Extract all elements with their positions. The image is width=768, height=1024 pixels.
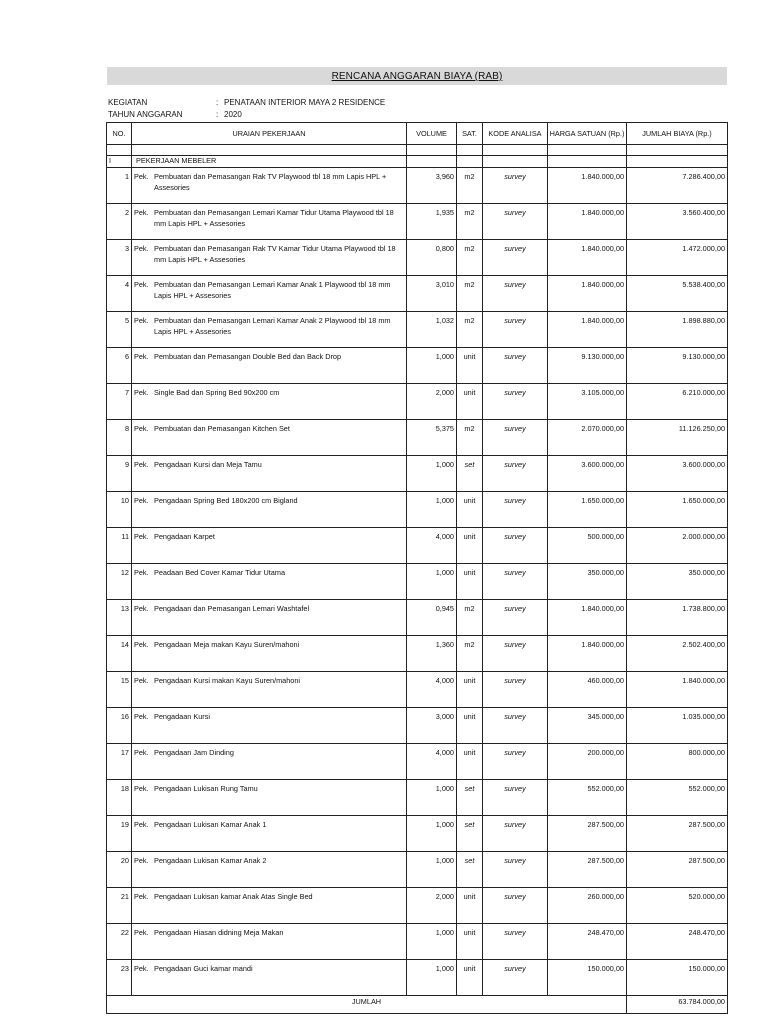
- row-harga-satuan: 3.600.000,00: [548, 456, 627, 492]
- header-harga-satuan: HARGA SATUAN (Rp.): [548, 123, 627, 145]
- section-number: I: [107, 156, 132, 168]
- row-jumlah-biaya: 1.650.000,00: [627, 492, 728, 528]
- row-satuan: m2: [457, 636, 483, 672]
- row-number: 5: [107, 312, 132, 348]
- table-row: [107, 924, 728, 960]
- row-kode-analisa: survey: [483, 960, 548, 996]
- row-description: Pembuatan dan Pemasangan Kitchen Set: [154, 424, 290, 433]
- row-number: 8: [107, 420, 132, 456]
- row-kode-analisa: survey: [483, 456, 548, 492]
- row-volume: 3,960: [407, 168, 457, 204]
- row-number: 18: [107, 780, 132, 816]
- row-kode-analisa: survey: [483, 528, 548, 564]
- row-kode-analisa: survey: [483, 672, 548, 708]
- row-harga-satuan: 1.840.000,00: [548, 204, 627, 240]
- row-harga-satuan: 200.000,00: [548, 744, 627, 780]
- total-value: 63.784.000,00: [627, 996, 728, 1014]
- row-kode-analisa: survey: [483, 240, 548, 276]
- row-satuan: unit: [457, 672, 483, 708]
- row-harga-satuan: 1.840.000,00: [548, 600, 627, 636]
- row-kode-analisa: survey: [483, 168, 548, 204]
- table-body: [107, 145, 728, 996]
- row-pek-label: Pek.: [134, 316, 149, 325]
- row-pek-label: Pek.: [134, 388, 149, 397]
- row-jumlah-biaya: 3.600.000,00: [627, 456, 728, 492]
- meta-colon: :: [216, 98, 219, 107]
- meta-key: TAHUN ANGGARAN: [108, 110, 183, 119]
- section-row: [107, 156, 728, 168]
- row-harga-satuan: 2.070.000,00: [548, 420, 627, 456]
- row-description-cell: [132, 600, 407, 636]
- row-harga-satuan: 1.840.000,00: [548, 636, 627, 672]
- table-row: [107, 204, 728, 240]
- row-harga-satuan: 1.650.000,00: [548, 492, 627, 528]
- table-row: [107, 168, 728, 204]
- row-jumlah-biaya: 9.130.000,00: [627, 348, 728, 384]
- row-harga-satuan: 552.000,00: [548, 780, 627, 816]
- meta-colon: :: [216, 110, 219, 119]
- row-kode-analisa: survey: [483, 276, 548, 312]
- header-no: NO.: [107, 123, 132, 145]
- row-jumlah-biaya: 150.000,00: [627, 960, 728, 996]
- row-description-cell: [132, 888, 407, 924]
- row-harga-satuan: 1.840.000,00: [548, 276, 627, 312]
- row-satuan: set: [457, 456, 483, 492]
- row-jumlah-biaya: 5.538.400,00: [627, 276, 728, 312]
- table-row: [107, 600, 728, 636]
- table-row: [107, 636, 728, 672]
- row-description: Pengadaan Kursi: [154, 712, 210, 721]
- row-satuan: m2: [457, 276, 483, 312]
- row-description-cell: [132, 564, 407, 600]
- row-jumlah-biaya: 1.898.880,00: [627, 312, 728, 348]
- row-description-cell: [132, 924, 407, 960]
- row-kode-analisa: survey: [483, 816, 548, 852]
- row-jumlah-biaya: 520.000,00: [627, 888, 728, 924]
- row-description: Pembuatan dan Pemasangan Double Bed dan Back Drop: [154, 352, 342, 361]
- row-jumlah-biaya: 1.472.000,00: [627, 240, 728, 276]
- table-row: [107, 384, 728, 420]
- row-description: Pengadaan Kursi makan Kayu Suren/mahoni: [154, 676, 301, 685]
- row-description: Single Bad dan Spring Bed 90x200 cm: [154, 388, 280, 397]
- row-volume: 1,935: [407, 204, 457, 240]
- row-description: Pengadaan Kursi dan Meja Tamu: [154, 460, 262, 469]
- row-volume: 4,000: [407, 528, 457, 564]
- row-pek-label: Pek.: [134, 604, 149, 613]
- row-number: 1: [107, 168, 132, 204]
- row-description-cell: [132, 672, 407, 708]
- section-label: PEKERJAAN MEBELER: [132, 156, 407, 168]
- total-row: [107, 996, 728, 1014]
- row-volume: 1,032: [407, 312, 457, 348]
- row-description: Pengadaan Karpet: [154, 532, 215, 541]
- row-description-cell: [132, 492, 407, 528]
- row-jumlah-biaya: 248.470,00: [627, 924, 728, 960]
- header-sat: SAT.: [457, 123, 483, 145]
- row-volume: 1,000: [407, 924, 457, 960]
- row-satuan: m2: [457, 240, 483, 276]
- row-harga-satuan: 9.130.000,00: [548, 348, 627, 384]
- table-row: [107, 564, 728, 600]
- row-description: Pembuatan dan Pemasangan Lemari Kamar Tidur Utama Playwood tbl 18 mm Lapis HPL + Assesories: [154, 208, 394, 228]
- header-row: [107, 123, 728, 145]
- row-kode-analisa: survey: [483, 636, 548, 672]
- row-description-cell: [132, 312, 407, 348]
- row-number: 23: [107, 960, 132, 996]
- row-volume: 1,000: [407, 456, 457, 492]
- title-bar: [107, 67, 727, 85]
- row-jumlah-biaya: 552.000,00: [627, 780, 728, 816]
- row-number: 11: [107, 528, 132, 564]
- row-description-cell: [132, 348, 407, 384]
- meta-kegiatan: [108, 98, 408, 108]
- row-pek-label: Pek.: [134, 568, 149, 577]
- document-title: RENCANA ANGGARAN BIAYA (RAB): [331, 71, 503, 82]
- row-description: Pengadaan Hiasan didning Meja Makan: [154, 928, 284, 937]
- meta-tahun-anggaran: [108, 110, 408, 120]
- row-volume: 4,000: [407, 744, 457, 780]
- row-pek-label: Pek.: [134, 460, 149, 469]
- row-number: 17: [107, 744, 132, 780]
- table-row: [107, 780, 728, 816]
- row-satuan: set: [457, 816, 483, 852]
- row-harga-satuan: 500.000,00: [548, 528, 627, 564]
- table-row: [107, 348, 728, 384]
- row-description: Pengadaan Spring Bed 180x200 cm Bigland: [154, 496, 298, 505]
- row-description-cell: [132, 420, 407, 456]
- row-pek-label: Pek.: [134, 208, 149, 217]
- row-volume: 5,375: [407, 420, 457, 456]
- row-number: 2: [107, 204, 132, 240]
- row-harga-satuan: 1.840.000,00: [548, 312, 627, 348]
- row-kode-analisa: survey: [483, 744, 548, 780]
- row-description: Pengadaan dan Pemasangan Lemari Washtafel: [154, 604, 310, 613]
- row-kode-analisa: survey: [483, 384, 548, 420]
- row-pek-label: Pek.: [134, 784, 149, 793]
- row-harga-satuan: 460.000,00: [548, 672, 627, 708]
- row-number: 7: [107, 384, 132, 420]
- row-number: 16: [107, 708, 132, 744]
- row-description: Pengadaan Guci kamar mandi: [154, 964, 253, 973]
- row-pek-label: Pek.: [134, 424, 149, 433]
- row-description: Pembuatan dan Pemasangan Lemari Kamar Anak 1 Playwood tbl 18 mm Lapis HPL + Assesories: [154, 280, 391, 300]
- row-number: 3: [107, 240, 132, 276]
- row-number: 15: [107, 672, 132, 708]
- row-harga-satuan: 260.000,00: [548, 888, 627, 924]
- row-kode-analisa: survey: [483, 312, 548, 348]
- row-satuan: unit: [457, 348, 483, 384]
- row-volume: 1,000: [407, 816, 457, 852]
- row-number: 10: [107, 492, 132, 528]
- row-pek-label: Pek.: [134, 892, 149, 901]
- row-number: 14: [107, 636, 132, 672]
- row-satuan: set: [457, 780, 483, 816]
- row-kode-analisa: survey: [483, 852, 548, 888]
- row-jumlah-biaya: 2.502.400,00: [627, 636, 728, 672]
- row-jumlah-biaya: 3.560.400,00: [627, 204, 728, 240]
- row-jumlah-biaya: 7.286.400,00: [627, 168, 728, 204]
- row-jumlah-biaya: 6.210.000,00: [627, 384, 728, 420]
- header-uraian: URAIAN PEKERJAAN: [132, 123, 407, 145]
- row-description: Pengadaan Jam Dinding: [154, 748, 234, 757]
- row-description-cell: [132, 384, 407, 420]
- row-harga-satuan: 3.105.000,00: [548, 384, 627, 420]
- table-row: [107, 492, 728, 528]
- row-volume: 1,000: [407, 780, 457, 816]
- row-description-cell: [132, 168, 407, 204]
- row-volume: 3,010: [407, 276, 457, 312]
- row-jumlah-biaya: 350.000,00: [627, 564, 728, 600]
- row-volume: 1,000: [407, 564, 457, 600]
- row-kode-analisa: survey: [483, 888, 548, 924]
- row-description: Pembuatan dan Pemasangan Rak TV Kamar Tidur Utama Playwood tbl 18 mm Lapis HPL + Assesories: [154, 244, 396, 264]
- row-jumlah-biaya: 2.000.000,00: [627, 528, 728, 564]
- row-jumlah-biaya: 287.500,00: [627, 816, 728, 852]
- row-volume: 4,000: [407, 672, 457, 708]
- row-satuan: unit: [457, 564, 483, 600]
- meta-key: KEGIATAN: [108, 98, 148, 107]
- row-volume: 1,000: [407, 348, 457, 384]
- row-jumlah-biaya: 287.500,00: [627, 852, 728, 888]
- row-description-cell: [132, 204, 407, 240]
- row-harga-satuan: 287.500,00: [548, 852, 627, 888]
- header-kode-analisa: KODE ANALISA: [483, 123, 548, 145]
- row-satuan: unit: [457, 492, 483, 528]
- row-volume: 0,800: [407, 240, 457, 276]
- meta-value: 2020: [224, 110, 242, 119]
- table-row: [107, 672, 728, 708]
- row-pek-label: Pek.: [134, 532, 149, 541]
- table-row: [107, 888, 728, 924]
- row-satuan: m2: [457, 600, 483, 636]
- row-pek-label: Pek.: [134, 712, 149, 721]
- row-description: Pengadaan Meja makan Kayu Suren/mahoni: [154, 640, 300, 649]
- row-description-cell: [132, 816, 407, 852]
- row-satuan: unit: [457, 708, 483, 744]
- row-kode-analisa: survey: [483, 780, 548, 816]
- row-satuan: set: [457, 852, 483, 888]
- row-description-cell: [132, 528, 407, 564]
- row-satuan: m2: [457, 420, 483, 456]
- row-kode-analisa: survey: [483, 924, 548, 960]
- row-description: Peadaan Bed Cover Kamar Tidur Utama: [154, 568, 286, 577]
- row-volume: 1,000: [407, 960, 457, 996]
- row-pek-label: Pek.: [134, 496, 149, 505]
- row-jumlah-biaya: 1.738.800,00: [627, 600, 728, 636]
- row-volume: 3,000: [407, 708, 457, 744]
- row-harga-satuan: 1.840.000,00: [548, 168, 627, 204]
- row-satuan: unit: [457, 384, 483, 420]
- row-number: 9: [107, 456, 132, 492]
- header-jumlah-biaya: JUMLAH BIAYA (Rp.): [627, 123, 728, 145]
- row-volume: 1,000: [407, 492, 457, 528]
- row-description-cell: [132, 780, 407, 816]
- row-number: 19: [107, 816, 132, 852]
- row-description-cell: [132, 636, 407, 672]
- table-row: [107, 852, 728, 888]
- row-harga-satuan: 150.000,00: [548, 960, 627, 996]
- row-kode-analisa: survey: [483, 204, 548, 240]
- row-kode-analisa: survey: [483, 420, 548, 456]
- row-pek-label: Pek.: [134, 172, 149, 181]
- row-pek-label: Pek.: [134, 676, 149, 685]
- row-description-cell: [132, 708, 407, 744]
- row-pek-label: Pek.: [134, 280, 149, 289]
- row-harga-satuan: 350.000,00: [548, 564, 627, 600]
- row-number: 21: [107, 888, 132, 924]
- row-pek-label: Pek.: [134, 748, 149, 757]
- table-row: [107, 528, 728, 564]
- row-description: Pengadaan Lukisan kamar Anak Atas Single Bed: [154, 892, 313, 901]
- meta-value: PENATAAN INTERIOR MAYA 2 RESIDENCE: [224, 98, 386, 107]
- row-satuan: unit: [457, 528, 483, 564]
- row-volume: 0,945: [407, 600, 457, 636]
- row-description-cell: [132, 852, 407, 888]
- row-pek-label: Pek.: [134, 964, 149, 973]
- row-pek-label: Pek.: [134, 856, 149, 865]
- row-pek-label: Pek.: [134, 640, 149, 649]
- row-description-cell: [132, 960, 407, 996]
- row-jumlah-biaya: 1.035.000,00: [627, 708, 728, 744]
- row-kode-analisa: survey: [483, 564, 548, 600]
- row-volume: 1,360: [407, 636, 457, 672]
- row-description-cell: [132, 276, 407, 312]
- row-number: 13: [107, 600, 132, 636]
- row-satuan: unit: [457, 744, 483, 780]
- table-row: [107, 456, 728, 492]
- row-description-cell: [132, 456, 407, 492]
- table-row: [107, 240, 728, 276]
- header-volume: VOLUME: [407, 123, 457, 145]
- row-satuan: m2: [457, 168, 483, 204]
- row-description: Pengadaan Lukisan Kamar Anak 1: [154, 820, 267, 829]
- row-jumlah-biaya: 1.840.000,00: [627, 672, 728, 708]
- row-description: Pembuatan dan Pemasangan Lemari Kamar Anak 2 Playwood tbl 18 mm Lapis HPL + Assesories: [154, 316, 391, 336]
- table-row: [107, 708, 728, 744]
- row-pek-label: Pek.: [134, 820, 149, 829]
- row-satuan: unit: [457, 888, 483, 924]
- row-description-cell: [132, 744, 407, 780]
- table-row: [107, 744, 728, 780]
- row-satuan: m2: [457, 312, 483, 348]
- row-number: 12: [107, 564, 132, 600]
- row-description: Pengadaan Lukisan Kamar Anak 2: [154, 856, 267, 865]
- table-row: [107, 312, 728, 348]
- row-volume: 2,000: [407, 384, 457, 420]
- row-kode-analisa: survey: [483, 492, 548, 528]
- row-jumlah-biaya: 11.126.250,00: [627, 420, 728, 456]
- row-number: 4: [107, 276, 132, 312]
- row-kode-analisa: survey: [483, 348, 548, 384]
- row-number: 22: [107, 924, 132, 960]
- table-row: [107, 816, 728, 852]
- row-number: 6: [107, 348, 132, 384]
- row-satuan: unit: [457, 924, 483, 960]
- row-pek-label: Pek.: [134, 352, 149, 361]
- total-label: JUMLAH: [107, 996, 627, 1014]
- row-jumlah-biaya: 800.000,00: [627, 744, 728, 780]
- row-description-cell: [132, 240, 407, 276]
- row-harga-satuan: 248.470,00: [548, 924, 627, 960]
- row-kode-analisa: survey: [483, 708, 548, 744]
- row-satuan: m2: [457, 204, 483, 240]
- row-pek-label: Pek.: [134, 244, 149, 253]
- spacer-row: [107, 145, 728, 156]
- table-row: [107, 420, 728, 456]
- row-harga-satuan: 1.840.000,00: [548, 240, 627, 276]
- row-satuan: unit: [457, 960, 483, 996]
- table-row: [107, 960, 728, 996]
- row-pek-label: Pek.: [134, 928, 149, 937]
- row-kode-analisa: survey: [483, 600, 548, 636]
- row-number: 20: [107, 852, 132, 888]
- rab-table: [106, 122, 728, 1014]
- row-harga-satuan: 287.500,00: [548, 816, 627, 852]
- row-harga-satuan: 345.000,00: [548, 708, 627, 744]
- row-description: Pembuatan dan Pemasangan Rak TV Playwood tbl 18 mm Lapis HPL + Assesories: [154, 172, 387, 192]
- row-description: Pengadaan Lukisan Rung Tamu: [154, 784, 258, 793]
- row-volume: 1,000: [407, 852, 457, 888]
- table-row: [107, 276, 728, 312]
- row-volume: 2,000: [407, 888, 457, 924]
